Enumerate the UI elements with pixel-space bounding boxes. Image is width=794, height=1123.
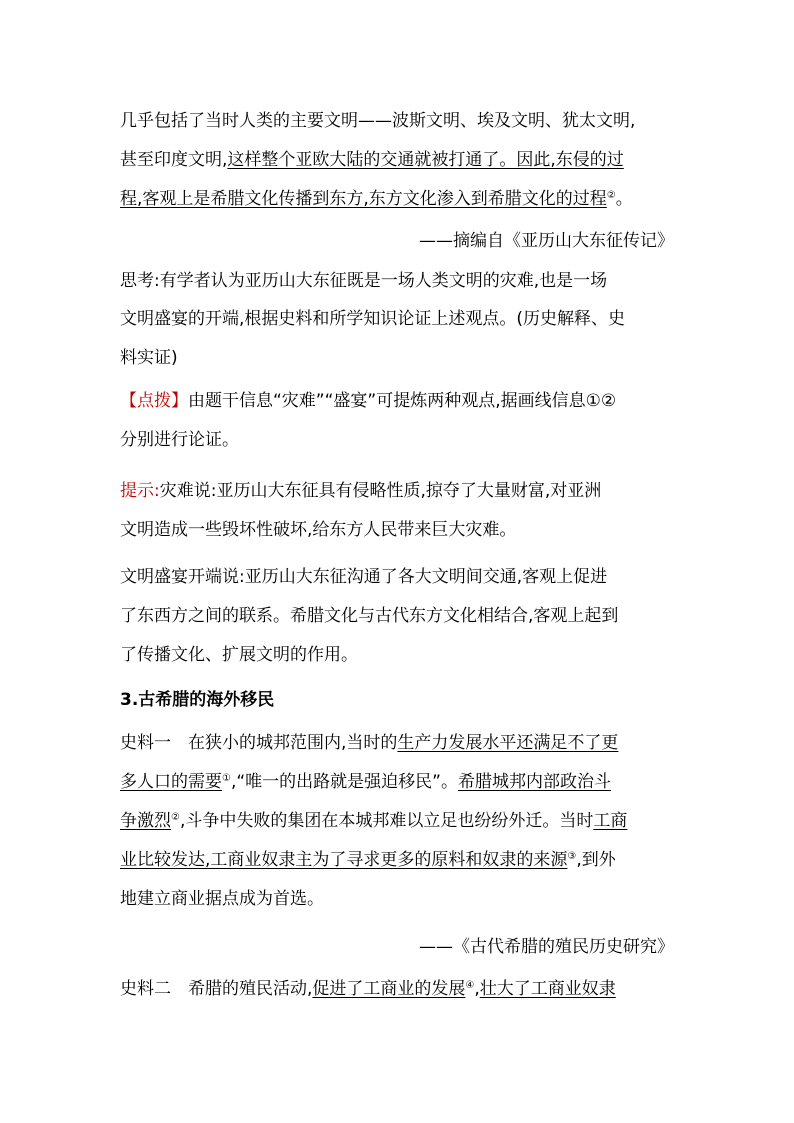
source-text: ——《古代希腊的殖民历史研究》 [419,937,674,957]
text: ,斗争中失败的集团在本城邦难以立足也纷纷外迁。当时 [179,811,594,831]
tip-line-2 [120,518,680,542]
source-text: ——摘编自《亚历山大东征传记》 [419,231,674,251]
passage-line-3 [120,187,680,211]
feast-line-3 [120,643,680,667]
hint-line-1 [120,389,680,413]
hint-line-2 [120,428,680,452]
text: 文明造成一些毁坏性破坏,给东方人民带来巨大灾难。 [120,520,517,540]
text: 甚至印度文明, [120,150,228,170]
feast-line-2 [120,604,680,628]
underlined-text: 业比较发达,工商业奴隶主为了寻求更多的原料和奴隶的来源 [120,850,568,870]
source1-line-5 [120,887,680,911]
text: 思考:有学者认为亚历山大东征既是一场人类文明的灾难,也是一场 [120,271,608,291]
think-line-1 [120,269,680,293]
think-line-3 [120,346,680,370]
underlined-text: 生产力发展水平还满足不了更 [397,733,619,753]
underlined-text: 工商 [593,811,628,831]
hint-tag: 【点拨】 [120,391,188,411]
underlined-text: 希腊城邦内部政治斗 [458,772,611,792]
text: 了传播文化、扩展文明的作用。 [120,645,358,665]
text: 文明盛宴开端说:亚历山大东征沟通了各大文明间交通,客观上促进 [120,567,608,587]
source1-attribution [114,935,674,959]
underlined-text: 程,客观上是希腊文化传播到东方,东方文化渗入到希腊文化的过程 [120,189,607,209]
underlined-text: 壮大了工商业奴隶 [479,979,616,999]
underlined-text: 争激烈 [120,811,171,831]
tip-tag: 提示: [120,481,160,501]
source1-line-1 [120,731,680,755]
text: 几乎包括了当时人类的主要文明——波斯文明、埃及文明、犹太文明, [120,111,636,131]
underlined-text: 这样整个亚欧大陆的交通就被打通了。因此,东侵的过 [227,150,624,170]
underlined-text: 多人口的需要 [120,772,222,792]
text: 地建立商业据点成为首选。 [120,889,324,909]
text: ,到外 [576,850,616,870]
marker: ③ [567,851,577,862]
source2-line-1 [120,977,680,1001]
passage-line-1 [120,109,680,133]
text: , [474,979,480,999]
text: 灾难说:亚历山大东征具有侵略性质,掠夺了大量财富,对亚洲 [159,481,602,501]
underlined-text: 促进了工商业的发展 [312,979,466,999]
text: 由题干信息“灾难”“盛宴”可提炼两种观点,据画线信息①② [188,391,617,411]
passage-source [114,229,674,253]
text: 料实证) [120,348,178,368]
text: 史料一 在狭小的城邦范围内,当时的 [120,733,398,753]
feast-line-1 [120,565,680,589]
text: 史料二 希腊的殖民活动, [120,979,313,999]
text: 。 [615,189,633,209]
marker: ② [606,190,616,201]
marker: ④ [465,980,475,991]
text: 了东西方之间的联系。希腊文化与古代东方文化相结合,客观上起到 [120,606,619,626]
source1-line-3 [120,809,680,833]
marker: ① [222,773,231,784]
section-heading [120,688,680,712]
tip-line-1 [120,479,680,503]
think-line-2 [120,307,680,331]
text: 分别进行论证。 [120,430,239,450]
heading-text: 3.古希腊的海外移民 [120,690,275,710]
passage-line-2 [120,148,680,172]
marker: ② [171,812,180,823]
source1-line-2 [120,770,680,794]
text: 文明盛宴的开端,根据史料和所学知识论证上述观点。(历史解释、史 [120,309,626,329]
text: ,“唯一的出路就是强迫移民”。 [230,772,458,792]
source1-line-4 [120,848,680,872]
